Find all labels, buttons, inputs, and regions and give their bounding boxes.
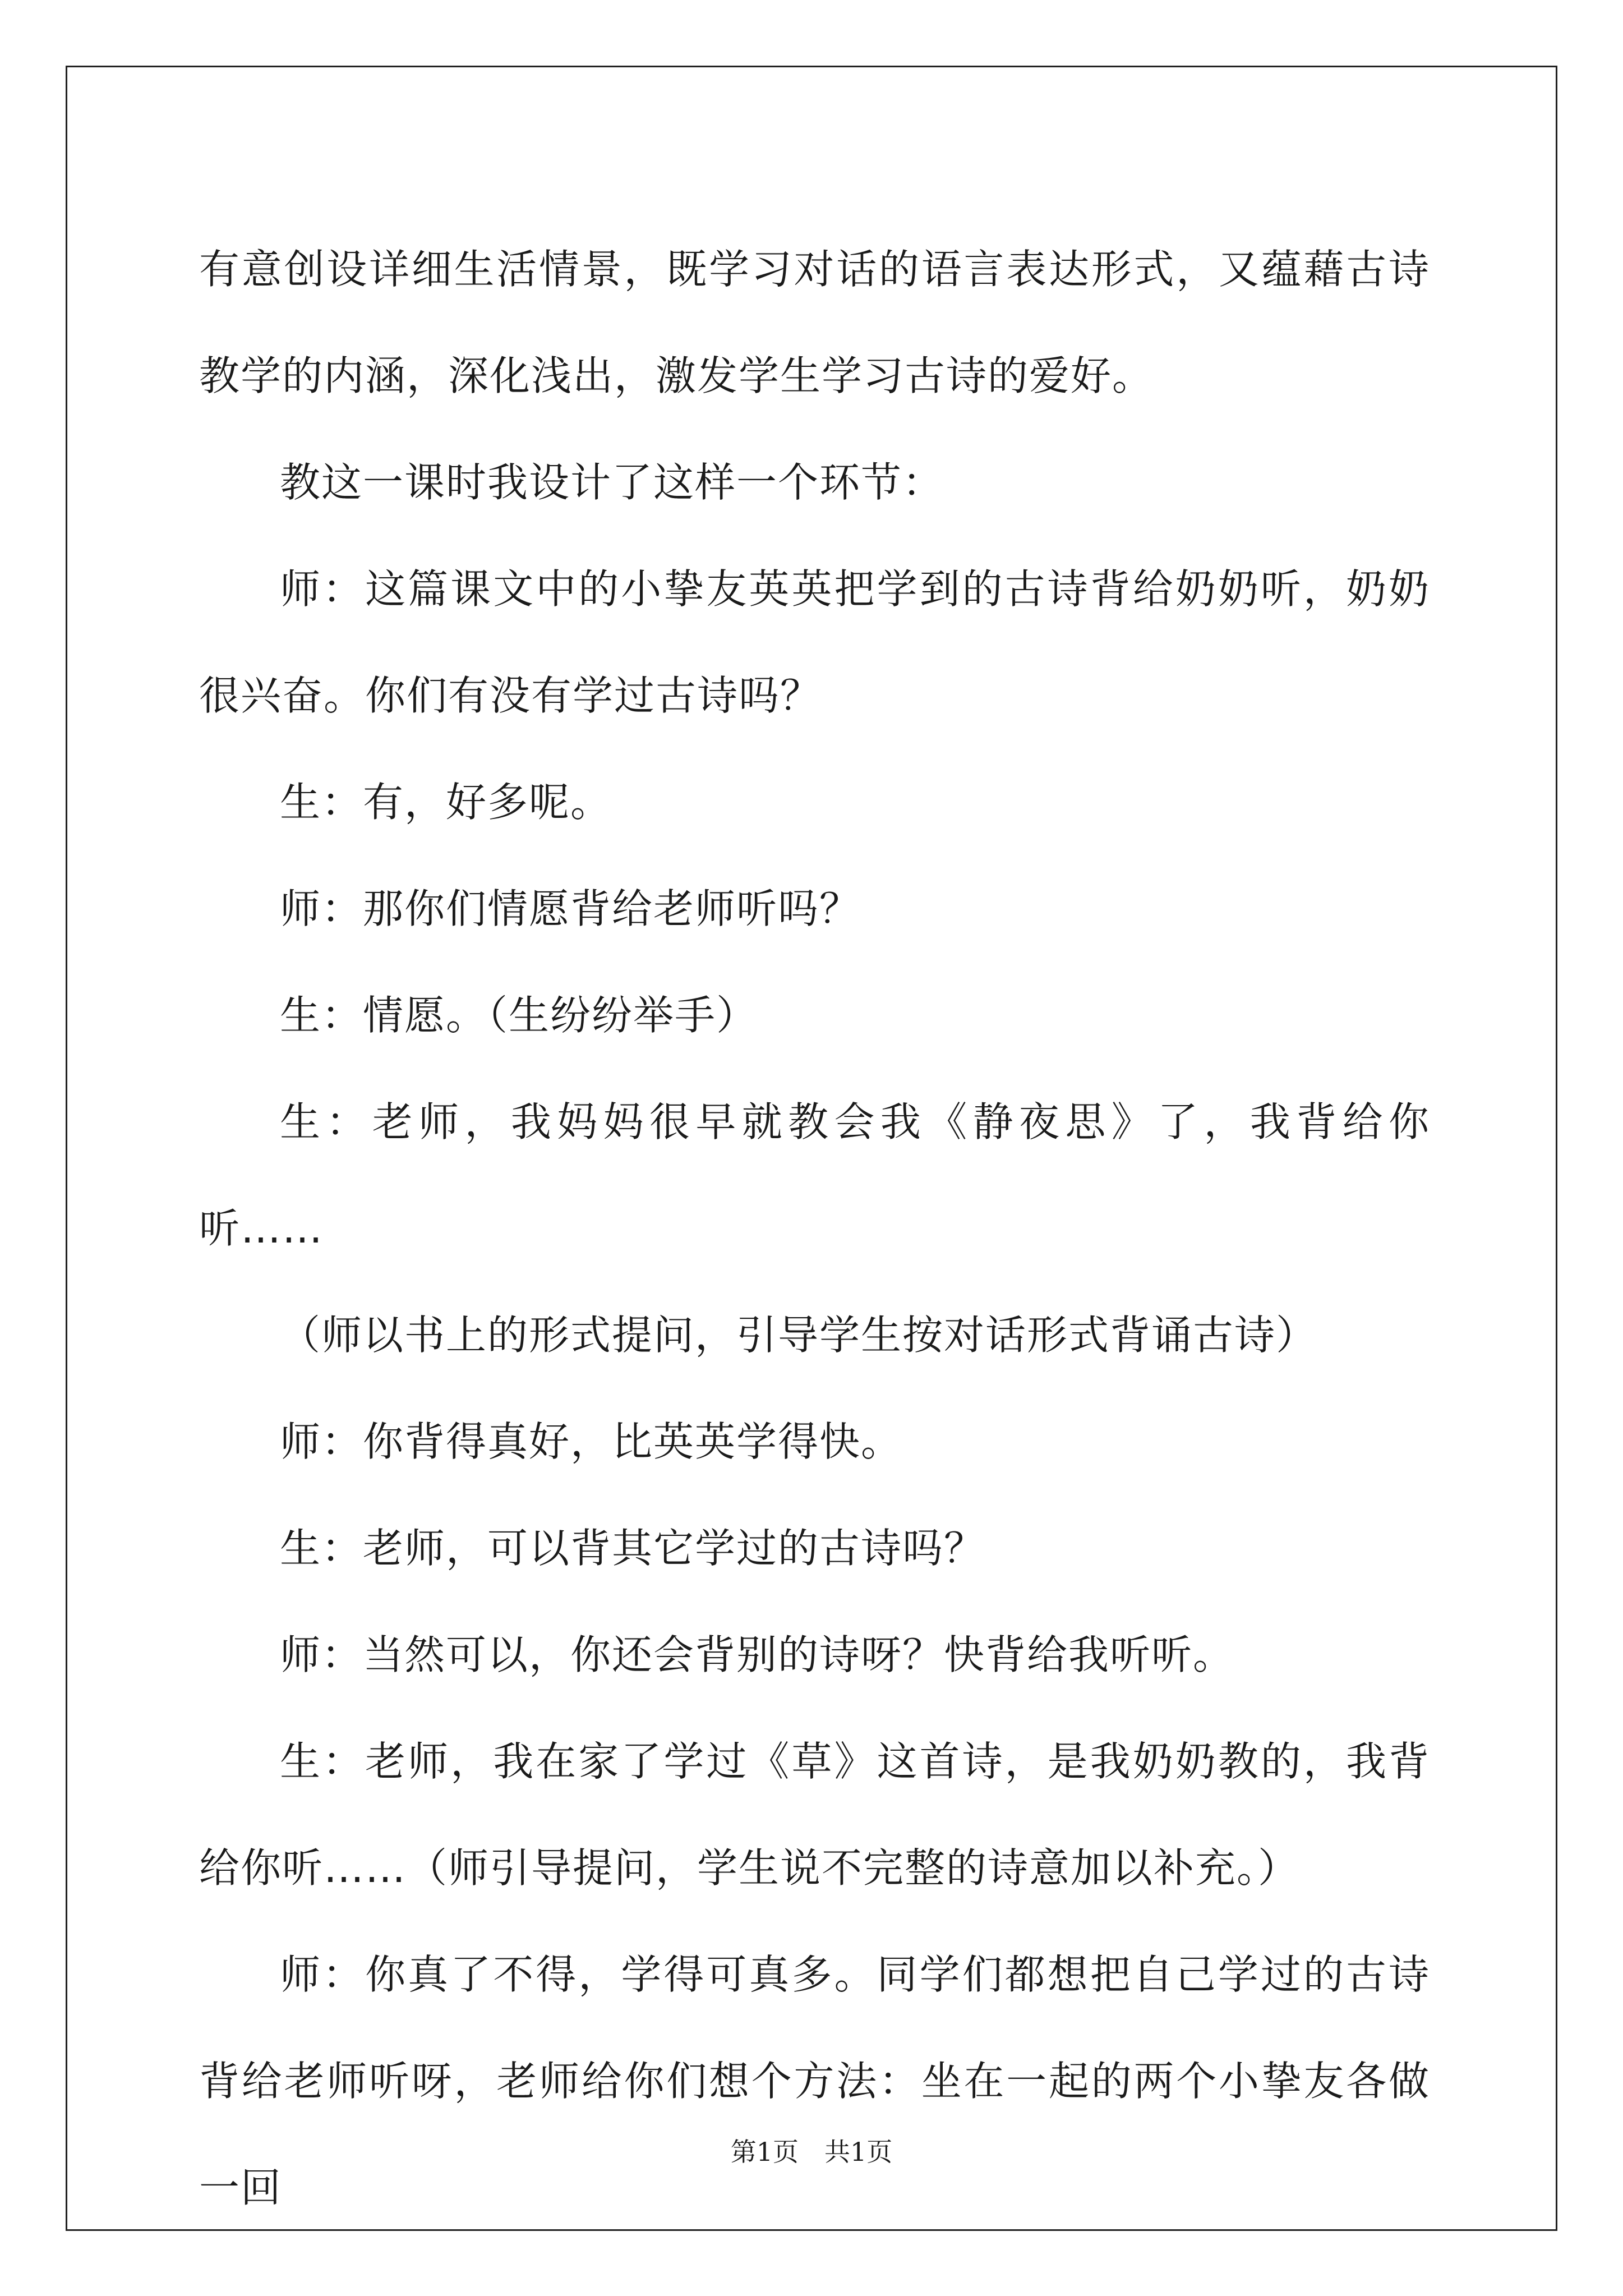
paragraph: 教这一课时我设计了这样一个环节：	[280, 459, 944, 506]
paragraph: 生：有，好多呢。	[280, 779, 612, 826]
paragraph: 生：老师，我在家了学过《草》这首诗，是我奶奶教的，我背给你听……（师引导提问，学生说不完整的诗意加以补充。）	[199, 1738, 1430, 1892]
paragraph: 生：老师，我妈妈很早就教会我《静夜思》了，我背给你听……	[199, 1098, 1430, 1252]
paragraph: 生：老师，可以背其它学过的古诗吗？	[280, 1525, 986, 1572]
paragraph: 师：这篇课文中的小挚友英英把学到的古诗背给奶奶听，奶奶很兴奋。你们有没有学过古诗吗？	[199, 565, 1430, 719]
paragraph: 师：当然可以，你还会背别的诗呀？快背给我听听。	[280, 1631, 1235, 1678]
paragraph: （师以书上的形式提问，引导学生按对话形式背诵古诗）	[280, 1312, 1318, 1359]
document-body	[199, 216, 1430, 2241]
paragraph: 师：那你们情愿背给老师听吗？	[280, 885, 861, 932]
paragraph: 有意创设详细生活情景，既学习对话的语言表达形式，又蕴藉古诗教学的内涵，深化浅出，激发学生学习古诗的爱好。	[199, 246, 1430, 399]
paragraph: 师：你背得真好，比英英学得快。	[280, 1418, 903, 1465]
paragraph: 生：情愿。（生纷纷举手）	[280, 992, 758, 1039]
paragraph: 师：你真了不得，学得可真多。同学们都想把自己学过的古诗背给老师听呀，老师给你们想个方法：坐在一起的两个小挚友各做一回	[199, 1951, 1430, 2211]
page-footer: 第1页 共1页	[730, 2137, 893, 2167]
